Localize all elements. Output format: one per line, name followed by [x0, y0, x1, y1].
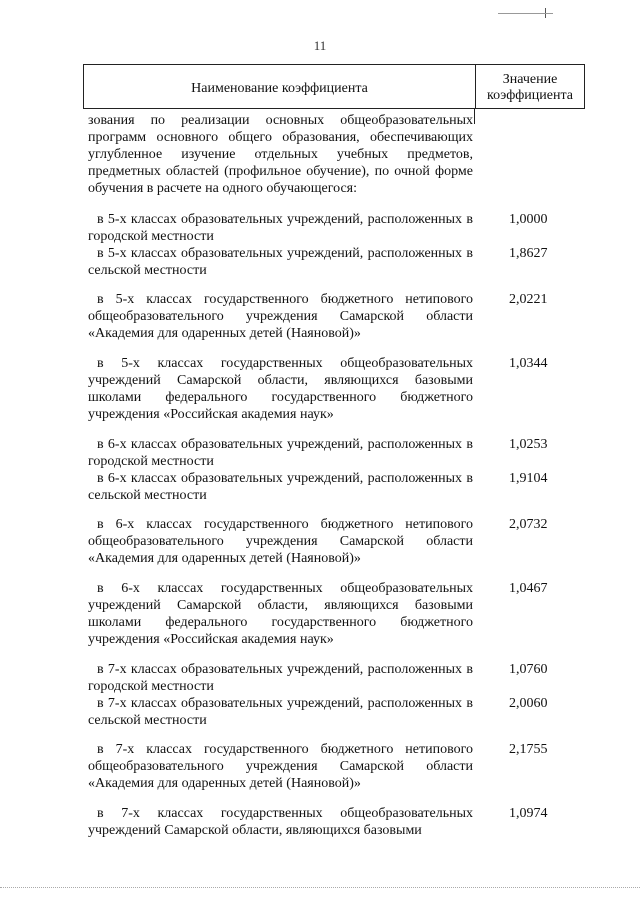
page-number: 11	[313, 38, 327, 53]
row-text: в 5-х классах государственных общеобразовательных учреждений Самарской области, являющихся базовыми школами федерального государственного бюджетного учреждения «Российская академия наук»	[88, 356, 473, 422]
row-text: в 5-х классах государственного бюджетного нетипового общеобразовательного учреждения Самарской области «Академия для одаренных детей (Наяновой)»	[88, 292, 473, 341]
row-text: в 6-х классах образовательных учреждений, расположенных в сельской местности	[88, 471, 473, 503]
row-value: 1,8627	[509, 246, 548, 261]
row-value: 2,1755	[509, 742, 548, 757]
table-row	[88, 245, 608, 279]
row-value: 2,0732	[509, 517, 548, 532]
header-name-column: Наименование коэффициента	[84, 65, 476, 108]
intro-paragraph	[88, 112, 608, 197]
row-text: в 5-х классах образовательных учреждений, расположенных в городской местности	[88, 212, 473, 244]
table-row	[88, 211, 608, 245]
table-row	[88, 355, 608, 423]
row-value: 1,0974	[509, 806, 548, 821]
header-value-column	[476, 65, 584, 108]
row-value: 1,0760	[509, 662, 548, 677]
row-text: в 7-х классах государственных общеобразовательных учреждений Самарской области, являющихся базовыми	[88, 806, 473, 838]
row-text: в 5-х классах образовательных учреждений, расположенных в сельской местности	[88, 246, 473, 278]
table-row	[88, 516, 608, 567]
table-row	[88, 741, 608, 792]
header-value-line1: Значение	[502, 71, 558, 87]
row-value: 1,0467	[509, 581, 548, 596]
row-value: 1,0344	[509, 356, 548, 371]
row-value: 2,0060	[509, 696, 548, 711]
row-value: 2,0221	[509, 292, 548, 307]
row-text: в 7-х классах образовательных учреждений, расположенных в сельской местности	[88, 696, 473, 728]
row-text: в 7-х классах государственного бюджетного нетипового общеобразовательного учреждения Самарской области «Академия для одаренных детей (Наяновой)»	[88, 742, 473, 791]
table-row	[88, 805, 608, 839]
row-value: 1,9104	[509, 471, 548, 486]
table-row	[88, 470, 608, 504]
table-header	[83, 64, 585, 109]
row-text: в 6-х классах государственных общеобразовательных учреждений Самарской области, являющихся базовыми школами федерального государственного бюджетного учреждения «Российская академия наук»	[88, 581, 473, 647]
table-row	[88, 661, 608, 695]
scan-mark	[498, 13, 553, 14]
intro-text: зования по реализации основных общеобразовательных программ основного общего образования, обеспечивающих углубленное изучение отдельных учебных предметов, предметных областей (профильное обучение), по очной форме обучения в расчете на одного обучающегося:	[88, 113, 473, 196]
table-row	[88, 695, 608, 729]
row-value: 1,0253	[509, 437, 548, 452]
table-row	[88, 291, 608, 342]
row-text: в 6-х классах образовательных учреждений, расположенных в городской местности	[88, 437, 473, 469]
row-text: в 6-х классах государственного бюджетного нетипового общеобразовательного учреждения Самарской области «Академия для одаренных детей (Наяновой)»	[88, 517, 473, 566]
scan-dotted-edge	[0, 887, 640, 890]
table-row	[88, 436, 608, 470]
row-value: 1,0000	[509, 212, 548, 227]
header-value-line2: коэффициента	[487, 87, 573, 103]
row-text: в 7-х классах образовательных учреждений, расположенных в городской местности	[88, 662, 473, 694]
table-row	[88, 580, 608, 648]
